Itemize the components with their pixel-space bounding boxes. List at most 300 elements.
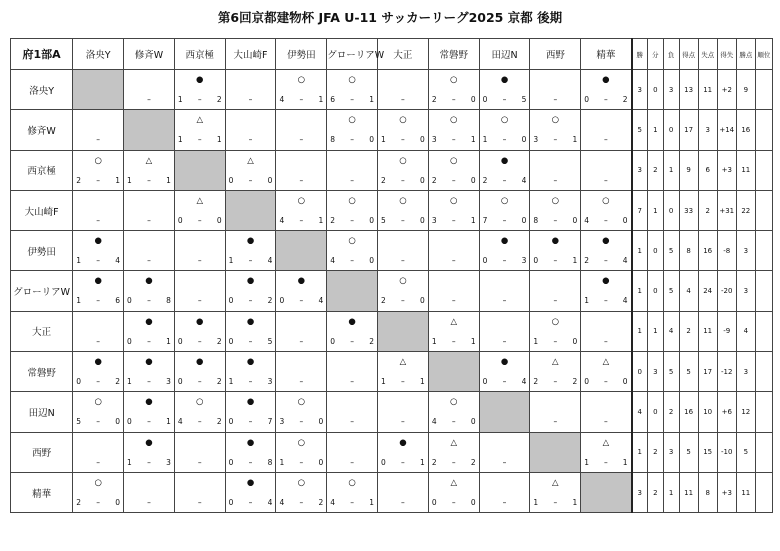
match-result-cell xyxy=(327,472,378,512)
match-result-cell xyxy=(174,472,225,512)
score-part: – xyxy=(451,135,456,145)
match-result-cell xyxy=(124,271,175,311)
score-part: 0 xyxy=(228,497,234,507)
score-part: – xyxy=(451,497,456,507)
match-score xyxy=(276,295,326,306)
result-mark: ● xyxy=(399,437,407,448)
stat-value xyxy=(755,231,772,271)
match-score xyxy=(226,457,276,468)
match-result-cell xyxy=(225,352,276,392)
match-score xyxy=(226,295,276,306)
score-part: – xyxy=(147,175,151,185)
match-result-cell xyxy=(174,110,225,150)
score-part: – xyxy=(350,336,354,346)
match-score xyxy=(429,175,479,186)
score-part: 2 xyxy=(622,95,628,104)
score-part: 7 xyxy=(267,417,273,427)
score-part: – xyxy=(96,457,101,467)
match-score xyxy=(327,175,377,186)
match-result-cell xyxy=(428,190,479,230)
result-mark: △ xyxy=(247,155,254,166)
match-score xyxy=(276,457,326,468)
stat-value: 4 xyxy=(663,311,679,351)
stat-value: 4 xyxy=(632,392,648,432)
score-part: – xyxy=(299,296,304,306)
score-part: 1 xyxy=(318,215,324,225)
stat-value: 2 xyxy=(663,392,679,432)
result-mark: ○ xyxy=(348,195,356,206)
stat-value: 8 xyxy=(679,231,698,271)
match-result-cell xyxy=(276,392,327,432)
row-team-name: 大正 xyxy=(11,311,73,351)
stat-value: 11 xyxy=(736,472,755,512)
score-part: – xyxy=(350,457,354,467)
score-part: 1 xyxy=(584,457,589,467)
stat-value: 5 xyxy=(679,432,698,472)
table-row xyxy=(11,472,773,512)
score-part: – xyxy=(96,215,101,225)
result-mark: △ xyxy=(399,357,407,368)
match-score xyxy=(276,94,326,105)
score-part: 4 xyxy=(267,256,273,266)
match-score xyxy=(226,336,276,347)
column-header-stat: 負 xyxy=(663,39,679,70)
result-mark: ● xyxy=(196,357,204,368)
match-score xyxy=(226,94,276,105)
stat-value xyxy=(755,392,772,432)
score-part: 2 xyxy=(470,457,476,467)
match-score xyxy=(175,295,225,306)
result-mark: ○ xyxy=(94,477,102,488)
match-score xyxy=(327,457,377,468)
score-part: 1 xyxy=(381,377,386,387)
self-match-cell xyxy=(327,271,378,311)
match-score xyxy=(581,134,630,145)
score-part: 1 xyxy=(127,175,132,185)
match-result-cell xyxy=(479,110,530,150)
match-score xyxy=(378,175,428,186)
result-mark: ● xyxy=(246,397,255,408)
score-part: 0 xyxy=(482,256,488,266)
score-part: – xyxy=(248,175,253,185)
result-mark: ○ xyxy=(500,115,509,126)
match-result-cell xyxy=(73,231,124,271)
result-mark: ● xyxy=(196,316,204,327)
result-mark: △ xyxy=(450,316,457,327)
score-part: 1 xyxy=(482,135,488,145)
score-part: 1 xyxy=(420,377,425,387)
result-mark: ● xyxy=(602,75,610,85)
match-score xyxy=(429,215,479,226)
score-part: 3 xyxy=(166,377,171,387)
score-part: 0 xyxy=(127,417,132,427)
score-part: – xyxy=(451,296,456,306)
stat-value: 3 xyxy=(736,231,755,271)
score-part: 3 xyxy=(521,256,527,266)
match-result-cell xyxy=(378,150,429,190)
match-score xyxy=(124,416,174,427)
stat-value xyxy=(755,432,772,472)
score-part: – xyxy=(299,417,304,427)
stat-value xyxy=(755,150,772,190)
match-result-cell xyxy=(327,432,378,472)
match-score xyxy=(480,295,530,306)
match-result-cell xyxy=(581,392,632,432)
match-score xyxy=(73,255,123,266)
result-mark: ● xyxy=(246,236,255,247)
score-part: 1 xyxy=(420,457,425,467)
score-part: 4 xyxy=(584,215,589,225)
stat-value: 5 xyxy=(663,271,679,311)
match-result-cell xyxy=(73,392,124,432)
stat-value: 33 xyxy=(679,190,698,230)
table-body xyxy=(11,70,773,513)
score-part: 1 xyxy=(166,417,171,427)
match-result-cell xyxy=(581,432,632,472)
score-part: 0 xyxy=(318,417,324,427)
score-part: 0 xyxy=(76,377,82,387)
match-score xyxy=(124,295,174,306)
score-part: – xyxy=(502,215,507,225)
match-result-cell xyxy=(73,311,124,351)
score-part: 0 xyxy=(420,296,425,306)
score-part: 0 xyxy=(216,215,222,225)
score-part: 0 xyxy=(533,256,539,266)
result-mark: ● xyxy=(246,437,255,448)
score-part: – xyxy=(502,175,507,185)
score-part: – xyxy=(197,95,202,104)
stat-value xyxy=(755,472,772,512)
score-part: – xyxy=(96,417,101,427)
score-part: – xyxy=(197,135,202,145)
score-part: 4 xyxy=(115,256,121,266)
score-part: – xyxy=(299,377,304,387)
match-result-cell xyxy=(479,472,530,512)
score-part: 0 xyxy=(381,457,386,467)
match-result-cell xyxy=(276,311,327,351)
score-part: 8 xyxy=(166,296,171,306)
self-match-cell xyxy=(428,352,479,392)
match-result-cell xyxy=(378,352,429,392)
match-result-cell xyxy=(581,231,632,271)
stat-value: -10 xyxy=(717,432,736,472)
match-score xyxy=(124,497,174,508)
column-header-team: 大山崎F xyxy=(225,39,276,70)
stat-value: 5 xyxy=(663,231,679,271)
match-score xyxy=(429,497,479,508)
stat-value: 11 xyxy=(698,311,717,351)
score-part: 0 xyxy=(228,175,234,185)
match-score xyxy=(530,497,580,508)
score-part: – xyxy=(197,336,202,346)
row-team-name: 修斉W xyxy=(11,110,73,150)
stat-value: 1 xyxy=(632,231,648,271)
score-part: – xyxy=(197,497,202,507)
match-result-cell xyxy=(327,150,378,190)
score-part: 0 xyxy=(572,215,578,225)
score-part: 2 xyxy=(330,215,336,225)
score-part: 1 xyxy=(431,336,437,346)
score-part: 2 xyxy=(115,377,121,387)
score-part: 1 xyxy=(127,377,132,387)
score-part: 1 xyxy=(584,296,589,306)
match-score xyxy=(276,134,326,145)
match-result-cell xyxy=(530,271,581,311)
page-title: 第6回京都建物杯 JFA U-11 サッカーリーグ2025 京都 後期 xyxy=(217,10,563,25)
score-part: 0 xyxy=(521,135,527,145)
match-result-cell xyxy=(276,271,327,311)
score-part: 2 xyxy=(318,497,324,507)
self-match-cell xyxy=(276,231,327,271)
match-score xyxy=(73,457,123,468)
match-result-cell xyxy=(276,472,327,512)
match-score xyxy=(530,376,580,387)
score-part: 2 xyxy=(216,417,222,427)
match-result-cell xyxy=(225,110,276,150)
match-score xyxy=(175,134,225,145)
match-score xyxy=(378,134,428,145)
score-part: 0 xyxy=(177,377,183,387)
score-part: 0 xyxy=(279,296,285,306)
stat-value: 1 xyxy=(647,190,663,230)
stat-value: 0 xyxy=(647,271,663,311)
result-mark: ● xyxy=(145,276,153,287)
column-header-team: 田辺N xyxy=(479,39,530,70)
score-part: 2 xyxy=(431,95,437,104)
score-part: 1 xyxy=(76,296,82,306)
stat-value: +31 xyxy=(717,190,736,230)
score-part: 8 xyxy=(330,135,336,145)
match-result-cell xyxy=(174,352,225,392)
match-score xyxy=(378,255,428,266)
stat-value: +3 xyxy=(717,150,736,190)
score-part: – xyxy=(350,377,354,387)
stat-value: -12 xyxy=(717,352,736,392)
match-result-cell xyxy=(378,231,429,271)
match-score xyxy=(581,336,630,347)
table-row xyxy=(11,190,773,230)
score-part: 0 xyxy=(177,215,183,225)
score-part: – xyxy=(197,377,202,387)
score-part: 8 xyxy=(267,457,273,467)
result-mark: △ xyxy=(602,357,610,368)
match-score xyxy=(124,336,174,347)
row-team-name: 西野 xyxy=(11,432,73,472)
self-match-cell xyxy=(73,70,124,110)
score-part: 2 xyxy=(572,377,578,387)
match-result-cell xyxy=(174,271,225,311)
score-part: – xyxy=(502,296,507,306)
result-mark: ● xyxy=(500,155,509,166)
self-match-cell xyxy=(479,392,530,432)
result-mark: △ xyxy=(450,437,457,448)
score-part: – xyxy=(553,296,558,306)
score-part: – xyxy=(502,377,507,387)
column-header-team: 常磐野 xyxy=(428,39,479,70)
match-score xyxy=(276,416,326,427)
score-part: – xyxy=(451,215,456,225)
score-part: – xyxy=(197,215,202,225)
result-mark: ○ xyxy=(348,75,356,85)
score-part: – xyxy=(451,95,456,104)
score-part: 1 xyxy=(470,336,476,346)
result-mark: ○ xyxy=(348,477,356,488)
score-part: – xyxy=(248,336,253,346)
result-mark: ● xyxy=(196,75,204,85)
stat-value: -20 xyxy=(717,271,736,311)
match-result-cell xyxy=(378,190,429,230)
stat-value: 0 xyxy=(632,352,648,392)
score-part: 0 xyxy=(470,417,476,427)
stat-value: 5 xyxy=(663,352,679,392)
match-result-cell xyxy=(124,472,175,512)
match-score xyxy=(429,255,479,266)
score-part: – xyxy=(96,175,101,185)
score-part: – xyxy=(147,95,151,104)
match-result-cell xyxy=(124,432,175,472)
score-part: – xyxy=(502,95,507,104)
score-part: 4 xyxy=(267,497,273,507)
match-result-cell xyxy=(479,352,530,392)
match-result-cell xyxy=(530,392,581,432)
row-team-name: 伊勢田 xyxy=(11,231,73,271)
match-score xyxy=(480,457,530,468)
score-part: – xyxy=(603,417,608,427)
row-team-name: 西京極 xyxy=(11,150,73,190)
stat-value: 1 xyxy=(647,311,663,351)
match-result-cell xyxy=(225,150,276,190)
score-part: 3 xyxy=(431,215,437,225)
score-part: 1 xyxy=(470,215,476,225)
score-part: – xyxy=(350,215,354,225)
match-score xyxy=(327,376,377,387)
match-score xyxy=(378,295,428,306)
score-part: 0 xyxy=(420,175,425,185)
score-part: 0 xyxy=(369,215,375,225)
score-part: – xyxy=(299,135,304,145)
match-result-cell xyxy=(225,392,276,432)
match-score xyxy=(581,416,630,427)
match-result-cell xyxy=(428,110,479,150)
stat-value: 1 xyxy=(663,150,679,190)
match-result-cell xyxy=(581,190,632,230)
stat-value: 0 xyxy=(663,190,679,230)
stat-value: 0 xyxy=(663,110,679,150)
stat-value: 11 xyxy=(736,150,755,190)
match-result-cell xyxy=(530,231,581,271)
match-score xyxy=(581,457,630,468)
score-part: 1 xyxy=(533,497,539,507)
score-part: 4 xyxy=(622,256,628,266)
result-mark: ● xyxy=(246,316,255,327)
row-team-name: 大山崎F xyxy=(11,190,73,230)
result-mark: ● xyxy=(94,236,102,247)
match-score xyxy=(226,497,276,508)
stat-value: 4 xyxy=(679,271,698,311)
score-part: 1 xyxy=(622,457,628,467)
score-part: – xyxy=(350,417,354,427)
stat-value: 2 xyxy=(647,432,663,472)
match-result-cell xyxy=(276,432,327,472)
score-part: 0 xyxy=(115,497,121,507)
score-part: 5 xyxy=(267,336,273,346)
score-part: – xyxy=(603,377,608,387)
match-score xyxy=(530,295,580,306)
match-score xyxy=(429,416,479,427)
match-result-cell xyxy=(530,472,581,512)
match-result-cell xyxy=(276,110,327,150)
stat-value: 2 xyxy=(698,190,717,230)
match-result-cell xyxy=(174,70,225,110)
match-score xyxy=(124,94,174,105)
score-part: – xyxy=(350,497,354,507)
match-result-cell xyxy=(124,352,175,392)
stat-value: -9 xyxy=(717,311,736,351)
score-part: – xyxy=(299,95,304,104)
result-mark: ● xyxy=(500,75,509,85)
match-score xyxy=(175,497,225,508)
self-match-cell xyxy=(124,110,175,150)
score-part: – xyxy=(603,296,608,306)
score-part: – xyxy=(401,135,405,145)
result-mark: ● xyxy=(551,236,560,247)
match-score xyxy=(429,295,479,306)
score-part: 2 xyxy=(584,256,589,266)
result-mark: ○ xyxy=(94,155,102,166)
stat-value: +6 xyxy=(717,392,736,432)
score-part: 1 xyxy=(177,95,183,104)
stat-value: 0 xyxy=(647,70,663,110)
score-part: – xyxy=(299,215,304,225)
score-part: – xyxy=(350,135,354,145)
result-mark: ● xyxy=(145,316,153,327)
league-name: 府1部A xyxy=(11,39,73,70)
match-result-cell xyxy=(124,392,175,432)
stat-value: 1 xyxy=(663,472,679,512)
score-part: 1 xyxy=(279,457,285,467)
score-part: 8 xyxy=(533,215,539,225)
score-part: 1 xyxy=(572,135,578,145)
match-score xyxy=(327,255,377,266)
match-result-cell xyxy=(276,150,327,190)
column-header-team: 洛央Y xyxy=(73,39,124,70)
match-score xyxy=(73,336,123,347)
stat-value: 17 xyxy=(698,352,717,392)
score-part: 1 xyxy=(381,135,386,145)
score-part: – xyxy=(603,95,608,104)
score-part: – xyxy=(401,417,405,427)
match-score xyxy=(378,416,428,427)
score-part: 1 xyxy=(572,497,578,507)
match-result-cell xyxy=(174,231,225,271)
match-result-cell xyxy=(428,70,479,110)
stat-value: 3 xyxy=(663,432,679,472)
match-score xyxy=(530,336,580,347)
match-score xyxy=(480,255,530,266)
result-mark: ● xyxy=(94,276,102,287)
stat-value: +3 xyxy=(717,472,736,512)
row-team-name: グローリアW xyxy=(11,271,73,311)
match-result-cell xyxy=(428,231,479,271)
match-score xyxy=(73,416,123,427)
stat-value: 1 xyxy=(647,110,663,150)
match-score xyxy=(480,336,530,347)
match-result-cell xyxy=(428,311,479,351)
result-mark: △ xyxy=(602,437,610,448)
score-part: 0 xyxy=(127,336,132,346)
score-part: – xyxy=(553,215,558,225)
match-score xyxy=(378,376,428,387)
